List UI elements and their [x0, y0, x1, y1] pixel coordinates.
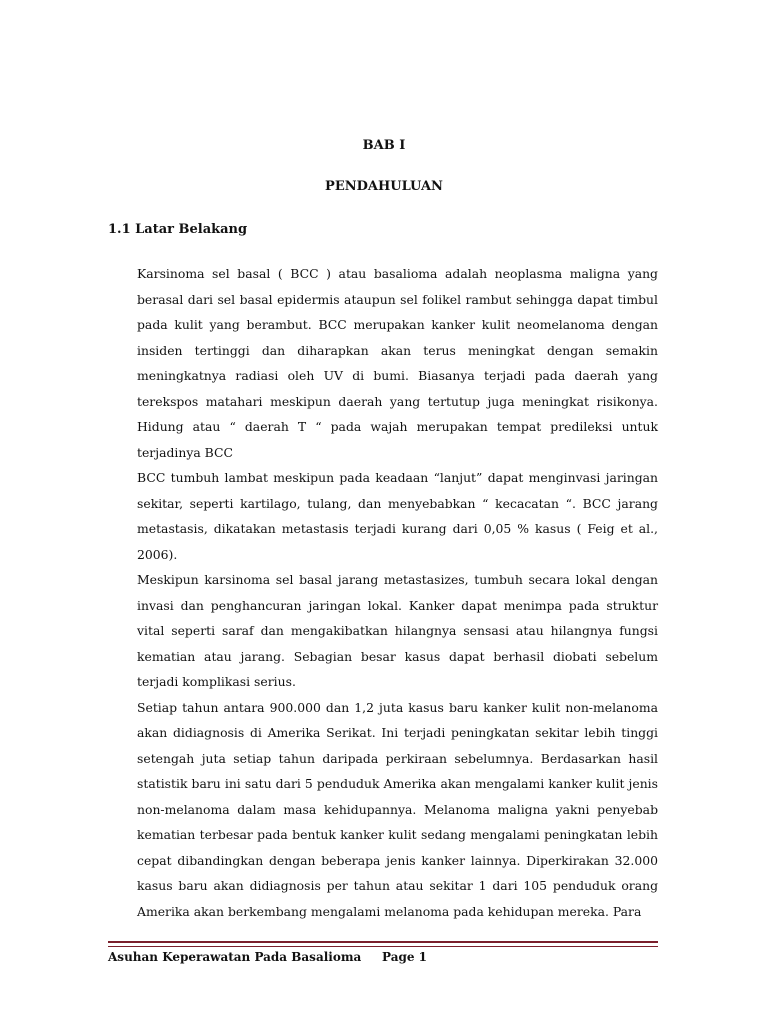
- footer-divider: [108, 941, 658, 943]
- section-heading: 1.1 Latar Belakang: [108, 222, 248, 237]
- chapter-number: BAB I: [362, 138, 406, 153]
- page-number: Page 1: [382, 950, 428, 964]
- paragraph: Karsinoma sel basal ( BCC ) atau basalioma adalah neoplasma maligna yang berasal dari sel basal epidermis ataupun sel folikel rambut sehingga dapat timbul pada kulit yang berambut. BCC merupakan kanker kulit neomelanoma dengan insiden tertinggi dan diharapkan akan terus meningkat dengan semakin meningkatnya radiasi oleh UV di bumi. Biasanya terjadi pada daerah yang terekspos matahari meskipun daerah yang tertutup juga meningkat risikonya. Hidung atau “ daerah T “ pada wajah merupakan tempat predileksi untuk terjadinya BCC: [137, 266, 658, 460]
- body-text: [137, 261, 658, 924]
- paragraph: Meskipun karsinoma sel basal jarang metastasizes, tumbuh secara lokal dengan invasi dan penghancuran jaringan lokal. Kanker dapat menimpa pada struktur vital seperti saraf dan mengakibatkan hilangnya sensasi atau hilangnya fungsi kematian atau jarang. Sebagian besar kasus dapat berhasil diobati sebelum terjadi komplikasi serius.: [137, 572, 658, 689]
- footer-divider-thin: [108, 946, 658, 947]
- chapter-title: PENDAHULUAN: [325, 179, 443, 194]
- footer-title: Asuhan Keperawatan Pada Basalioma: [108, 950, 362, 964]
- paragraph: BCC tumbuh lambat meskipun pada keadaan “lanjut” dapat menginvasi jaringan sekitar, seperti kartilago, tulang, dan menyebabkan “ kecacatan “. BCC jarang metastasis, dikatakan metastasis terjadi kurang dari 0,05 % kasus ( Feig et al., 2006).: [137, 470, 658, 562]
- paragraph: Setiap tahun antara 900.000 dan 1,2 juta kasus baru kanker kulit non-melanoma akan didiagnosis di Amerika Serikat. Ini terjadi peningkatan sekitar lebih tinggi setengah juta setiap tahun daripada perkiraan sebelumnya. Berdasarkan hasil statistik baru ini satu dari 5 penduduk Amerika akan mengalami kanker kulit jenis non-melanoma dalam masa kehidupannya. Melanoma maligna yakni penyebab kematian terbesar pada bentuk kanker kulit sedang mengalami peningkatan lebih cepat dibandingkan dengan beberapa jenis kanker lainnya. Diperkirakan 32.000 kasus baru akan didiagnosis per tahun atau sekitar 1 dari 105 penduduk orang Amerika akan berkembang mengalami melanoma pada kehidupan mereka. Para: [137, 699, 658, 919]
